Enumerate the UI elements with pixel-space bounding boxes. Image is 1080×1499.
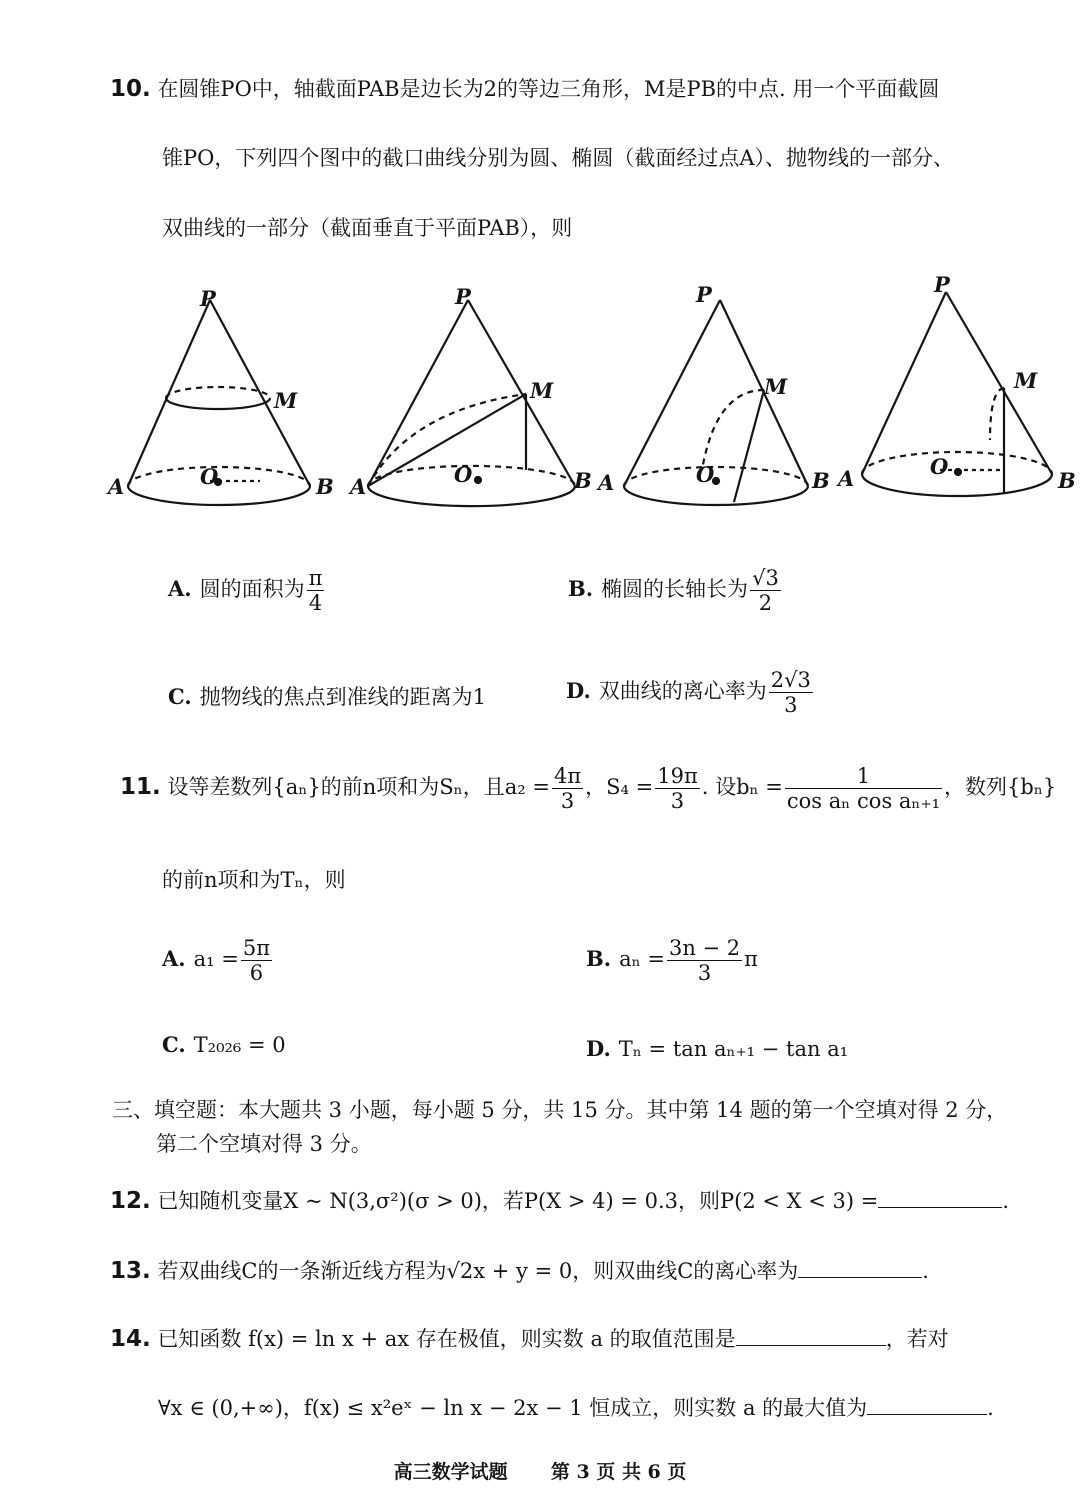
q11-option-a-den: 6: [249, 961, 264, 986]
label-M-3: M: [764, 374, 788, 399]
q12-line: [110, 1188, 1009, 1216]
q11-option-b-pi: π: [744, 947, 758, 972]
q11-a2-num: 4π: [553, 764, 582, 788]
q11-option-b-num: 3n − 2: [668, 936, 741, 960]
q14-text-2: ∀x ∈ (0,+∞)，f(x) ≤ x²eˣ − ln x − 2x − 1 恒成立，则实数 a 的最大值为: [158, 1396, 868, 1420]
page-footer: [0, 1457, 1080, 1484]
q12-text: 已知随机变量X ~ N(3,σ²)(σ > 0)，若P(X > 4) = 0.3，则P(2 < X < 3) =: [157, 1189, 879, 1213]
label-P-3: P: [696, 282, 712, 307]
footer-page-number: 第 3 页 共 6 页: [550, 1461, 687, 1483]
q11-s4-fraction: [655, 764, 700, 813]
q14-text-2-end: .: [987, 1396, 994, 1420]
q10-option-a-letter: A.: [168, 576, 192, 602]
q13-number: 13.: [110, 1258, 151, 1284]
q10-option-b-letter: B.: [568, 576, 594, 602]
q10-option-c-text: 抛物线的焦点到准线的距离为1: [199, 685, 487, 709]
label-A-4: A: [838, 466, 855, 491]
q10-option-d-num: 2√3: [770, 668, 811, 692]
q14-number: 14.: [110, 1326, 151, 1352]
q13-answer-blank[interactable]: [798, 1277, 922, 1278]
label-B-4: B: [1058, 468, 1076, 493]
q11-line2: 的前n项和为Tₙ，则: [162, 868, 346, 892]
q11-option-d-letter: D.: [586, 1036, 611, 1061]
q10-option-a: [168, 566, 326, 615]
q10-option-c: [168, 684, 486, 710]
q10-option-d-letter: D.: [566, 678, 591, 704]
q11-option-c-text: T₂₀₂₆ = 0: [193, 1033, 286, 1057]
q14-text-1: 已知函数 f(x) = ln x + ax 存在极值，则实数 a 的取值范围是: [157, 1327, 736, 1351]
q12-number: 12.: [110, 1188, 151, 1214]
q12-answer-blank[interactable]: [878, 1207, 1002, 1208]
label-O-1: O: [200, 464, 219, 489]
q11-s4-den: 3: [670, 789, 685, 814]
q10-number: 10.: [110, 76, 151, 102]
q14-answer-blank-1[interactable]: [736, 1345, 886, 1346]
label-O-2: O: [454, 462, 473, 487]
label-B-3: B: [812, 468, 830, 493]
label-P-1: P: [200, 286, 216, 311]
cone-figure-parabola: [624, 300, 808, 505]
label-A-2: A: [350, 474, 367, 499]
q13-line: [110, 1258, 929, 1286]
q10-option-b: [568, 566, 783, 615]
q14-answer-blank-2[interactable]: [867, 1414, 987, 1415]
q10-option-a-fraction: [307, 566, 325, 615]
section3-heading-line2: 第二个空填对得 3 分。: [156, 1132, 372, 1156]
q11-option-c: [162, 1032, 286, 1058]
q10-option-a-num: π: [308, 566, 323, 590]
q10-option-b-den: 2: [758, 591, 773, 616]
q11-option-a-text: a₁ =: [193, 947, 239, 972]
q14-line2: [158, 1396, 994, 1421]
q11-a2-fraction: [552, 764, 583, 813]
q10-option-b-fraction: [750, 566, 781, 615]
q11-option-b: [586, 936, 758, 985]
q11-option-b-den: 3: [697, 961, 712, 986]
q11-text-2: ，S₄ =: [585, 775, 654, 800]
q11-b-num: 1: [785, 764, 942, 789]
q11-text-1: 设等差数列{aₙ}的前n项和为Sₙ，且a₂ =: [167, 775, 550, 800]
q10-option-b-num: √3: [752, 566, 779, 590]
q10-option-b-text: 椭圆的长轴长为: [601, 577, 749, 602]
q13-text: 若双曲线C的一条渐近线方程为√2x + y = 0，则双曲线C的离心率为: [157, 1259, 799, 1283]
q11-b-den: cos aₙ cos aₙ₊₁: [786, 789, 941, 814]
label-M-2: M: [530, 378, 554, 403]
q10-cone-figures: [100, 270, 1080, 520]
q10-option-a-den: 4: [308, 591, 323, 616]
q10-option-c-letter: C.: [168, 684, 192, 709]
q10-option-d-den: 3: [784, 693, 798, 718]
q11-option-b-letter: B.: [586, 946, 612, 972]
label-O-4: O: [930, 454, 949, 479]
q11-option-b-text: aₙ =: [619, 947, 665, 972]
q11-option-c-letter: C.: [162, 1032, 186, 1057]
q11-a2-den: 3: [560, 789, 575, 814]
label-B-1: B: [316, 474, 334, 499]
q11-option-a-num: 5π: [242, 936, 270, 960]
q10-option-d-text: 双曲线的离心率为: [598, 679, 767, 704]
q11-option-d: [586, 1036, 848, 1062]
q10-line1: [110, 76, 939, 104]
q10-option-d-fraction: [769, 668, 813, 717]
footer-title: 高三数学试题: [393, 1461, 508, 1483]
label-O-3: O: [696, 462, 715, 487]
label-A-1: A: [108, 474, 125, 499]
q10-line2: 锥PO，下列四个图中的截口曲线分别为圆、椭圆（截面经过点A）、抛物线的一部分、: [162, 146, 955, 170]
q11-line1: [120, 764, 1056, 813]
q11-option-d-text: Tₙ = tan aₙ₊₁ − tan a₁: [618, 1037, 849, 1061]
q14-line1: [110, 1326, 949, 1354]
q11-number: 11.: [120, 774, 161, 801]
q10-option-d: [566, 668, 815, 717]
q11-s4-num: 19π: [657, 764, 698, 788]
q11-option-a: [162, 936, 274, 985]
q10-text-1: 在圆锥PO中，轴截面PAB是边长为2的等边三角形，M是PB的中点. 用一个平面截圆: [157, 77, 940, 101]
q13-end: .: [922, 1259, 929, 1283]
label-M-1: M: [274, 388, 298, 413]
q11-option-a-fraction: [241, 936, 272, 985]
q11-option-b-fraction: [667, 936, 742, 985]
q11-b-fraction: [785, 764, 942, 813]
label-B-2: B: [574, 468, 592, 493]
q11-text-3: . 设bₙ =: [701, 775, 783, 800]
label-M-4: M: [1014, 368, 1038, 393]
q14-text-1-end: ，若对: [885, 1327, 949, 1351]
label-A-3: A: [598, 470, 615, 495]
cone-figure-hyperbola: [862, 292, 1052, 496]
q11-option-a-letter: A.: [162, 946, 186, 972]
q10-line3: 双曲线的一部分（截面垂直于平面PAB），则: [162, 216, 573, 240]
section3-heading-line1: 三、填空题：本大题共 3 小题，每小题 5 分，共 15 分。其中第 14 题的第一个空填对得 2 分，: [112, 1098, 1008, 1122]
q10-option-a-text: 圆的面积为: [199, 577, 305, 602]
q11-text-4: ，数列{bₙ}: [944, 775, 1057, 800]
label-P-4: P: [934, 272, 950, 297]
label-P-2: P: [455, 284, 471, 309]
q12-end: .: [1002, 1189, 1010, 1213]
